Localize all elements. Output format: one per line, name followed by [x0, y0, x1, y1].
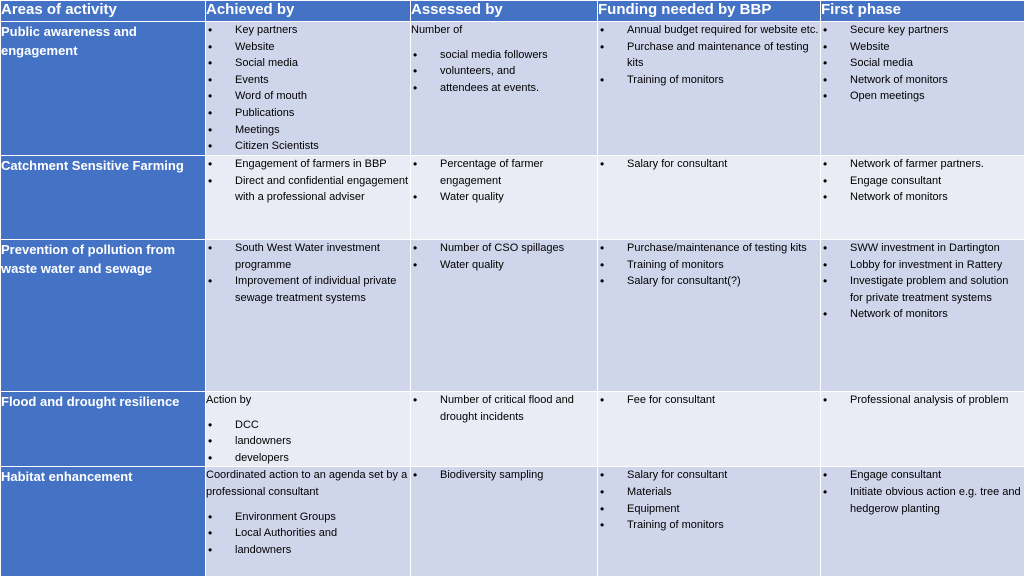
list-item: • Purchase/maintenance of testing kits — [598, 240, 820, 257]
header-achieved-by: Achieved by — [206, 1, 411, 22]
list-item: • SWW investment in Dartington — [821, 240, 1024, 257]
list-item: • landowners — [206, 542, 410, 559]
assessed-by-list — [411, 467, 597, 484]
assessed-by-list — [411, 240, 597, 273]
achieved-by-list — [206, 240, 410, 306]
list-item: • Purchase and maintenance of testing kits — [598, 39, 820, 72]
list-item: • Training of monitors — [598, 72, 820, 89]
assessed-by-list — [411, 392, 597, 425]
funding-needed-list — [598, 240, 820, 290]
funding-needed-list — [598, 156, 820, 173]
list-item: • Fee for consultant — [598, 392, 820, 409]
list-item: • attendees at events. — [411, 80, 597, 97]
first-phase-cell — [821, 392, 1024, 467]
area-of-activity-cell: Flood and drought resilience — [1, 392, 206, 467]
first-phase-list — [821, 392, 1024, 409]
funding-needed-list — [598, 392, 820, 409]
list-item: • Events — [206, 72, 410, 89]
list-item: • Annual budget required for website etc. — [598, 22, 820, 39]
header-areas-of-activity: Areas of activity — [1, 1, 206, 22]
list-item: • Training of monitors — [598, 257, 820, 274]
assessed-by-cell — [411, 392, 598, 467]
list-item: • Environment Groups — [206, 509, 410, 526]
achieved-by-cell — [206, 392, 411, 467]
list-item: • Publications — [206, 105, 410, 122]
list-item: • Network of monitors — [821, 72, 1024, 89]
achieved-by-list — [206, 509, 410, 559]
list-item: • Engage consultant — [821, 173, 1024, 190]
header-first-phase: First phase — [821, 1, 1024, 22]
funding-needed-list — [598, 467, 820, 533]
first-phase-list — [821, 467, 1024, 517]
table-row — [1, 156, 1024, 240]
list-item: • South West Water investment programme — [206, 240, 410, 273]
list-item: • Meetings — [206, 122, 410, 139]
first-phase-cell — [821, 240, 1024, 392]
funding-needed-cell — [598, 240, 821, 392]
list-item: • Equipment — [598, 501, 820, 518]
list-item: • Social media — [206, 55, 410, 72]
list-item: • Citizen Scientists — [206, 138, 410, 155]
funding-needed-cell — [598, 392, 821, 467]
list-item: • Improvement of individual private sewage treatment systems — [206, 273, 410, 306]
assessed-by-list — [411, 47, 597, 97]
list-item: • Network of farmer partners. — [821, 156, 1024, 173]
funding-needed-list — [598, 22, 820, 88]
list-item: • Website — [821, 39, 1024, 56]
header-assessed-by: Assessed by — [411, 1, 598, 22]
funding-needed-cell — [598, 467, 821, 577]
list-item: • Number of CSO spillages — [411, 240, 597, 257]
first-phase-list — [821, 240, 1024, 323]
list-item: • social media followers — [411, 47, 597, 64]
list-item: • volunteers, and — [411, 63, 597, 80]
area-of-activity-cell: Prevention of pollution from waste water and sewage — [1, 240, 206, 392]
area-of-activity-cell: Habitat enhancement — [1, 467, 206, 577]
list-item: • Secure key partners — [821, 22, 1024, 39]
list-item: • Social media — [821, 55, 1024, 72]
funding-needed-cell — [598, 156, 821, 240]
list-item: • Investigate problem and solution for private treatment systems — [821, 273, 1024, 306]
list-item: • Network of monitors — [821, 306, 1024, 323]
achieved-by-cell — [206, 467, 411, 577]
list-item: • Salary for consultant — [598, 467, 820, 484]
achieved-by-cell — [206, 22, 411, 156]
funding-needed-cell — [598, 22, 821, 156]
table-row — [1, 240, 1024, 392]
list-item: • Open meetings — [821, 88, 1024, 105]
first-phase-list — [821, 156, 1024, 206]
assessed-by-cell — [411, 156, 598, 240]
header-row — [1, 1, 1024, 22]
list-item: • DCC — [206, 417, 410, 434]
list-item: • Word of mouth — [206, 88, 410, 105]
achieved-by-intro: Action by — [206, 392, 410, 409]
first-phase-list — [821, 22, 1024, 105]
table-row — [1, 467, 1024, 577]
table-row — [1, 22, 1024, 156]
assessed-by-list — [411, 156, 597, 206]
table-row — [1, 392, 1024, 467]
achieved-by-intro: Coordinated action to an agenda set by a professional consultant — [206, 467, 410, 500]
list-item: • Biodiversity sampling — [411, 467, 597, 484]
list-item: • Water quality — [411, 257, 597, 274]
list-item: • Salary for consultant(?) — [598, 273, 820, 290]
first-phase-cell — [821, 22, 1024, 156]
list-item: • Professional analysis of problem — [821, 392, 1024, 409]
achieved-by-list — [206, 417, 410, 467]
list-item: • Salary for consultant — [598, 156, 820, 173]
list-item: • Training of monitors — [598, 517, 820, 534]
area-of-activity-cell: Catchment Sensitive Farming — [1, 156, 206, 240]
list-item: • Number of critical flood and drought incidents — [411, 392, 597, 425]
assessed-by-cell — [411, 22, 598, 156]
first-phase-cell — [821, 467, 1024, 577]
list-item: • Direct and confidential engagement with a professional adviser — [206, 173, 410, 206]
list-item: • landowners — [206, 433, 410, 450]
list-item: • Network of monitors — [821, 189, 1024, 206]
list-item: • Initiate obvious action e.g. tree and hedgerow planting — [821, 484, 1024, 517]
list-item: • Materials — [598, 484, 820, 501]
list-item: • Percentage of farmer engagement — [411, 156, 597, 189]
assessed-by-intro: Number of — [411, 22, 597, 39]
achieved-by-cell — [206, 240, 411, 392]
list-item: • Key partners — [206, 22, 410, 39]
list-item: • Engagement of farmers in BBP — [206, 156, 410, 173]
assessed-by-cell — [411, 240, 598, 392]
achieved-by-cell — [206, 156, 411, 240]
achieved-by-list — [206, 22, 410, 155]
list-item: • Lobby for investment in Rattery — [821, 257, 1024, 274]
achieved-by-list — [206, 156, 410, 206]
first-phase-cell — [821, 156, 1024, 240]
list-item: • Local Authorities and — [206, 525, 410, 542]
list-item: • Website — [206, 39, 410, 56]
list-item: • Water quality — [411, 189, 597, 206]
list-item: • developers — [206, 450, 410, 467]
list-item: • Engage consultant — [821, 467, 1024, 484]
header-funding-needed: Funding needed by BBP — [598, 1, 821, 22]
assessed-by-cell — [411, 467, 598, 577]
area-of-activity-cell: Public awareness and engagement — [1, 22, 206, 156]
